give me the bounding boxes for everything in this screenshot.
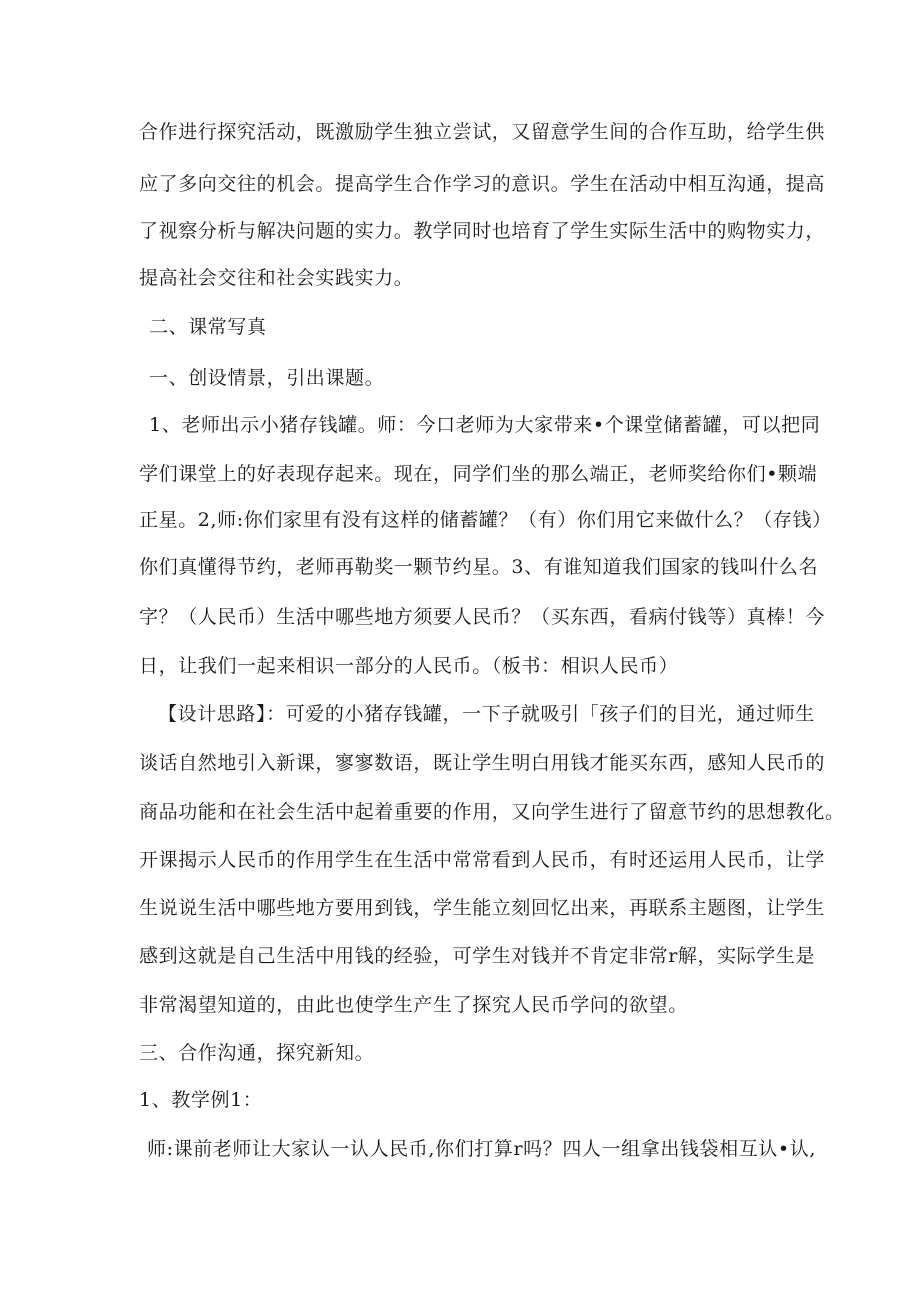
paragraph-line: 你们真懂得节约，老师再勒奖一颗节约星。3、有谁知道我们国家的钱叫什么名	[139, 556, 819, 578]
paragraph-line: 谈话自然地引入新课，寥寥数语，既让学生明白用钱才能买东西，感知人民币的	[139, 752, 826, 774]
paragraph-line: 合作进行探究活动，既激励学生独立尝试，又留意学生间的合作互助，给学生供	[139, 121, 826, 143]
paragraph-line: 非常渴望知道的，由此也使学生产生了探究人民币学问的欲望。	[139, 994, 688, 1016]
paragraph-line: 商品功能和在社会生活中起着重要的作用，又向学生进行了留意节约的思想教化。	[139, 801, 845, 823]
subsection-heading: 1、教学例1：	[139, 1089, 263, 1111]
section-heading: 二、课常写真	[149, 316, 267, 338]
paragraph-line: 应了多向交往的机会。提高学生合作学习的意识。学生在活动中相互沟通，提高	[139, 173, 826, 195]
design-note-line: 【设计思路】：可爱的小猪存钱罐，一下子就吸引「孩子们的目光，通过师生	[158, 703, 815, 725]
subsection-heading: 一、创设情景，引出课题。	[149, 367, 385, 389]
paragraph-line: 日，让我们一起来相识一部分的人民币。（板书：相识人民币）	[139, 655, 679, 677]
paragraph-line: 开课揭示人民币的作用学生在生活中常常看到人民币，有时还运用人民币，让学	[139, 849, 826, 871]
paragraph-line: 生说说生活中哪些地方要用到钱，学生能立刻回忆出来，再联系主题图，让学生	[139, 897, 826, 919]
paragraph-line: 师:课前老师让大家认一认人民币,你们打算r吗？四人一组拿出钱袋相互认•认,	[147, 1138, 816, 1160]
paragraph-line: 正星。2,师:你们家里有没有这样的储蓄罐？（有）你们用它来做什么？（存钱）	[139, 509, 832, 531]
paragraph-line: 提高社会交往和社会实践实力。	[139, 267, 414, 289]
section-heading: 三、合作沟通，探究新知。	[139, 1042, 375, 1064]
paragraph-line: 学们课堂上的好表现存起来。现在，同学们坐的那么端正，老师奖给你们•颗端	[139, 463, 818, 485]
paragraph-line: 字？（人民币）生活中哪些地方须要人民币？（买东西，看病付钱等）真棒！今	[139, 606, 826, 628]
paragraph-line: 1、老师出示小猪存钱罐。师：今口老师为大家带来•个课堂储蓄罐，可以把同	[149, 414, 821, 436]
paragraph-line: 感到这就是自己生活中用钱的经验，可学生对钱并不肯定非常r解，实际学生是	[139, 945, 816, 967]
paragraph-line: 了视察分析与解决问题的实力。教学同时也培育了学生实际生活中的购物实力，	[139, 220, 826, 242]
